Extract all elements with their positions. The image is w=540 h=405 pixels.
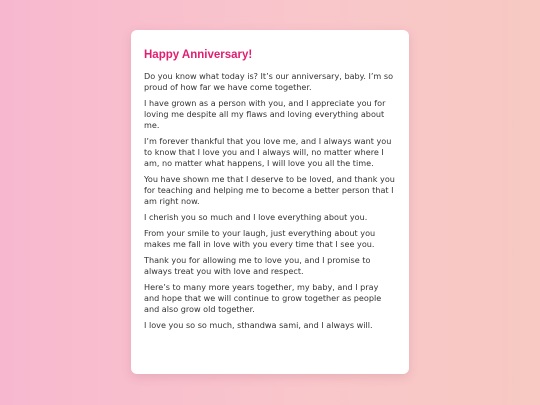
- letter-paragraph: I cherish you so much and I love everything about you.: [144, 212, 368, 222]
- letter-paragraph: Here’s to many more years together, my baby, and I pray and hope that we will continue to grow together as people and also grow old together.: [144, 282, 382, 314]
- letter-paragraph: I love you so so much, sthandwa sami, and I always will.: [144, 320, 373, 330]
- letter-paragraph: I have grown as a person with you, and I appreciate you for loving me despite all my flaws and loving everything about me.: [144, 98, 386, 130]
- letter-paragraph: From your smile to your laugh, just everything about you makes me fall in love with you every time that I see you.: [144, 228, 376, 249]
- letter-paragraph: Thank you for allowing me to love you, and I promise to always treat you with love and respect.: [144, 255, 371, 276]
- letter-paragraph: I’m forever thankful that you love me, and I always want you to know that I love you and I always will, no matter where I am, no matter what happens, I will love you all the time.: [144, 136, 392, 168]
- letter-paragraph: You have shown me that I deserve to be loved, and thank you for teaching and helping me to become a better person that I am right now.: [144, 174, 395, 206]
- letter-card: [131, 30, 409, 374]
- letter-paragraph: Do you know what today is? It’s our anniversary, baby. I’m so proud of how far we have come together.: [144, 71, 394, 92]
- letter-title: Happy Anniversary!: [144, 49, 253, 61]
